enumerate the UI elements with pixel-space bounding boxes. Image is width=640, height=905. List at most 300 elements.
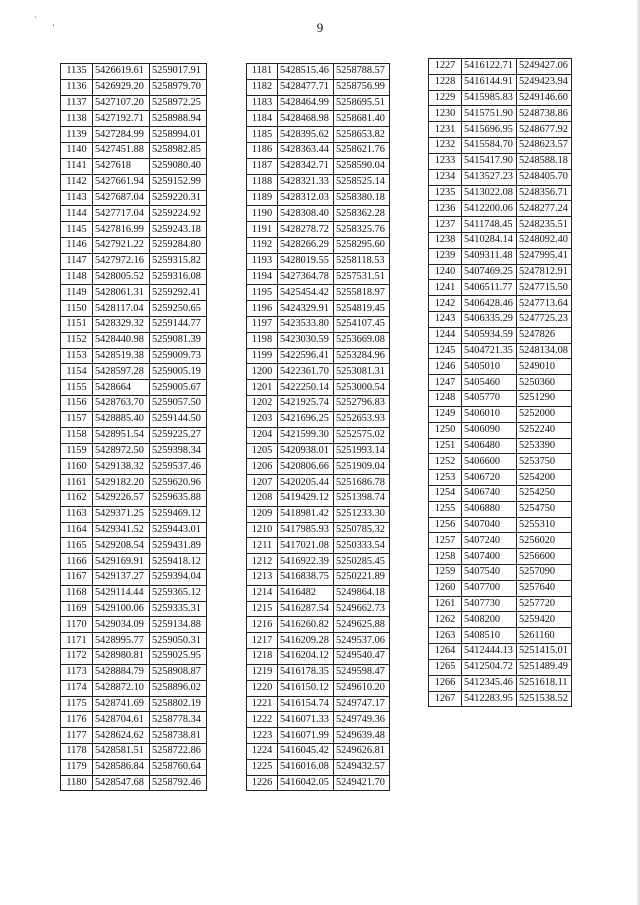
- y-coordinate-cell: 5258908.87: [150, 664, 207, 680]
- table-row: [429, 501, 572, 517]
- table-row: [61, 396, 207, 412]
- point-number-cell: 1157: [61, 411, 93, 427]
- point-number-cell: 1172: [61, 649, 93, 665]
- point-number-cell: 1263: [429, 628, 462, 644]
- y-coordinate-cell: 5257640: [517, 580, 572, 596]
- y-coordinate-cell: 5248677.92: [517, 122, 572, 138]
- y-coordinate-cell: 5258525.14: [334, 174, 390, 190]
- x-coordinate-cell: 5428586.84: [93, 759, 150, 775]
- y-coordinate-cell: 5258362.28: [334, 206, 390, 222]
- table-row: [247, 79, 390, 95]
- x-coordinate-cell: 5404721.35: [462, 343, 517, 359]
- point-number-cell: 1253: [429, 470, 462, 486]
- x-coordinate-cell: 5427451.88: [93, 143, 150, 159]
- point-number-cell: 1252: [429, 454, 462, 470]
- table-row: [429, 391, 572, 407]
- x-coordinate-cell: 5416482: [278, 585, 334, 601]
- point-number-cell: 1190: [247, 206, 278, 222]
- x-coordinate-cell: 5416150.12: [278, 680, 334, 696]
- y-coordinate-cell: 5259537.46: [150, 459, 207, 475]
- y-coordinate-cell: 5258792.46: [150, 775, 207, 791]
- table-row: [429, 217, 572, 233]
- point-number-cell: 1182: [247, 79, 278, 95]
- x-coordinate-cell: 5416016.08: [278, 759, 334, 775]
- table-row: [247, 664, 390, 680]
- point-number-cell: 1154: [61, 364, 93, 380]
- x-coordinate-cell: 5429169.91: [93, 554, 150, 570]
- x-coordinate-cell: 5428664: [93, 380, 150, 396]
- y-coordinate-cell: 5248588.18: [517, 153, 572, 169]
- x-coordinate-cell: 5415696.95: [462, 122, 517, 138]
- x-coordinate-cell: 5409311.48: [462, 248, 517, 264]
- point-number-cell: 1187: [247, 158, 278, 174]
- x-coordinate-cell: 5420938.01: [278, 443, 334, 459]
- y-coordinate-cell: 5249625.88: [334, 617, 390, 633]
- table-row: [247, 728, 390, 744]
- x-coordinate-cell: 5412200.06: [462, 201, 517, 217]
- y-coordinate-cell: 5259144.77: [150, 317, 207, 333]
- table-row: [61, 696, 207, 712]
- x-coordinate-cell: 5420205.44: [278, 475, 334, 491]
- table-row: [247, 743, 390, 759]
- y-coordinate-cell: 5251686.78: [334, 475, 390, 491]
- x-coordinate-cell: 5421696.25: [278, 411, 334, 427]
- table-row: [61, 759, 207, 775]
- table-row: [429, 185, 572, 201]
- point-number-cell: 1151: [61, 317, 93, 333]
- point-number-cell: 1219: [247, 664, 278, 680]
- y-coordinate-cell: 5251993.14: [334, 443, 390, 459]
- x-coordinate-cell: 5427972.16: [93, 253, 150, 269]
- table-row: [429, 406, 572, 422]
- y-coordinate-cell: 5258653.82: [334, 127, 390, 143]
- table-row: [61, 570, 207, 586]
- x-coordinate-cell: 5418981.42: [278, 506, 334, 522]
- x-coordinate-cell: 5406740: [462, 485, 517, 501]
- table-row: [247, 380, 390, 396]
- y-coordinate-cell: 5259418.12: [150, 554, 207, 570]
- y-coordinate-cell: 5259081.39: [150, 332, 207, 348]
- y-coordinate-cell: 5248134.08: [517, 343, 572, 359]
- y-coordinate-cell: 5247826: [517, 327, 572, 343]
- point-number-cell: 1210: [247, 522, 278, 538]
- table-row: [247, 775, 390, 791]
- table-row: [247, 680, 390, 696]
- table-row: [247, 396, 390, 412]
- table-row: [429, 280, 572, 296]
- table-row: [429, 580, 572, 596]
- point-number-cell: 1176: [61, 712, 93, 728]
- x-coordinate-cell: 5406511.77: [462, 280, 517, 296]
- point-number-cell: 1139: [61, 127, 93, 143]
- y-coordinate-cell: 5251538.52: [517, 691, 572, 707]
- point-number-cell: 1186: [247, 143, 278, 159]
- x-coordinate-cell: 5406428.46: [462, 296, 517, 312]
- point-number-cell: 1144: [61, 206, 93, 222]
- table-row: [247, 490, 390, 506]
- table-row: [61, 190, 207, 206]
- coordinate-table-2: [246, 63, 390, 791]
- x-coordinate-cell: 5411748.45: [462, 217, 517, 233]
- y-coordinate-cell: 5252575.02: [334, 427, 390, 443]
- table-row: [61, 380, 207, 396]
- x-coordinate-cell: 5416144.91: [462, 74, 517, 90]
- x-coordinate-cell: 5412283.95: [462, 691, 517, 707]
- point-number-cell: 1155: [61, 380, 93, 396]
- x-coordinate-cell: 5425454.42: [278, 285, 334, 301]
- table-row: [61, 475, 207, 491]
- table-row: [247, 696, 390, 712]
- point-number-cell: 1216: [247, 617, 278, 633]
- x-coordinate-cell: 5428885.40: [93, 411, 150, 427]
- x-coordinate-cell: 5406090: [462, 422, 517, 438]
- y-coordinate-cell: 5259224.92: [150, 206, 207, 222]
- point-number-cell: 1226: [247, 775, 278, 791]
- y-coordinate-cell: 5250221.89: [334, 570, 390, 586]
- table-row: [61, 411, 207, 427]
- point-number-cell: 1185: [247, 127, 278, 143]
- table-row: [247, 332, 390, 348]
- table-row: [247, 364, 390, 380]
- x-coordinate-cell: 5416260.82: [278, 617, 334, 633]
- y-coordinate-cell: 5249010: [517, 359, 572, 375]
- point-number-cell: 1195: [247, 285, 278, 301]
- table-row: [61, 127, 207, 143]
- x-coordinate-cell: 5416922.39: [278, 554, 334, 570]
- point-number-cell: 1146: [61, 237, 93, 253]
- point-number-cell: 1150: [61, 301, 93, 317]
- x-coordinate-cell: 5427816.99: [93, 222, 150, 238]
- table-row: [429, 312, 572, 328]
- y-coordinate-cell: 5259420: [517, 612, 572, 628]
- y-coordinate-cell: 5249540.47: [334, 649, 390, 665]
- y-coordinate-cell: 5253390: [517, 438, 572, 454]
- table-row: [247, 158, 390, 174]
- table-row: [429, 90, 572, 106]
- y-coordinate-cell: 5258982.85: [150, 143, 207, 159]
- point-number-cell: 1242: [429, 296, 462, 312]
- table-row: [247, 301, 390, 317]
- point-number-cell: 1212: [247, 554, 278, 570]
- y-coordinate-cell: 5254200: [517, 470, 572, 486]
- table-row: [429, 596, 572, 612]
- point-number-cell: 1260: [429, 580, 462, 596]
- point-number-cell: 1208: [247, 490, 278, 506]
- y-coordinate-cell: 5258988.94: [150, 111, 207, 127]
- table-row: [61, 237, 207, 253]
- y-coordinate-cell: 5249662.73: [334, 601, 390, 617]
- x-coordinate-cell: 5420806.66: [278, 459, 334, 475]
- y-coordinate-cell: 5254250: [517, 485, 572, 501]
- table-row: [247, 143, 390, 159]
- x-coordinate-cell: 5412444.13: [462, 644, 517, 660]
- point-number-cell: 1239: [429, 248, 462, 264]
- x-coordinate-cell: 5422596.41: [278, 348, 334, 364]
- y-coordinate-cell: 5259144.50: [150, 411, 207, 427]
- x-coordinate-cell: 5406335.29: [462, 312, 517, 328]
- table-row: [247, 427, 390, 443]
- x-coordinate-cell: 5427192.71: [93, 111, 150, 127]
- point-number-cell: 1171: [61, 633, 93, 649]
- x-coordinate-cell: 5406720: [462, 470, 517, 486]
- point-number-cell: 1248: [429, 391, 462, 407]
- x-coordinate-cell: 5413527.23: [462, 169, 517, 185]
- y-coordinate-cell: 5255310: [517, 517, 572, 533]
- point-number-cell: 1159: [61, 443, 93, 459]
- x-coordinate-cell: 5427661.94: [93, 174, 150, 190]
- point-number-cell: 1189: [247, 190, 278, 206]
- table-row: [61, 538, 207, 554]
- table-row: [61, 664, 207, 680]
- x-coordinate-cell: 5416287.54: [278, 601, 334, 617]
- x-coordinate-cell: 5422250.14: [278, 380, 334, 396]
- x-coordinate-cell: 5428342.71: [278, 158, 334, 174]
- point-number-cell: 1250: [429, 422, 462, 438]
- y-coordinate-cell: 5258994.01: [150, 127, 207, 143]
- table-row: [61, 143, 207, 159]
- y-coordinate-cell: 5251398.74: [334, 490, 390, 506]
- y-coordinate-cell: 5249626.81: [334, 743, 390, 759]
- table-row: [429, 549, 572, 565]
- point-number-cell: 1211: [247, 538, 278, 554]
- x-coordinate-cell: 5413022.08: [462, 185, 517, 201]
- x-coordinate-cell: 5415985.83: [462, 90, 517, 106]
- point-number-cell: 1213: [247, 570, 278, 586]
- point-number-cell: 1169: [61, 601, 93, 617]
- x-coordinate-cell: 5428464.99: [278, 95, 334, 111]
- point-number-cell: 1249: [429, 406, 462, 422]
- x-coordinate-cell: 5428763.70: [93, 396, 150, 412]
- point-number-cell: 1156: [61, 396, 93, 412]
- x-coordinate-cell: 5415584.70: [462, 138, 517, 154]
- y-coordinate-cell: 5259431.89: [150, 538, 207, 554]
- point-number-cell: 1153: [61, 348, 93, 364]
- x-coordinate-cell: 5428884.79: [93, 664, 150, 680]
- x-coordinate-cell: 5416838.75: [278, 570, 334, 586]
- y-coordinate-cell: 5258756.99: [334, 79, 390, 95]
- point-number-cell: 1175: [61, 696, 93, 712]
- point-number-cell: 1217: [247, 633, 278, 649]
- y-coordinate-cell: 5259335.31: [150, 601, 207, 617]
- x-coordinate-cell: 5416209.28: [278, 633, 334, 649]
- y-coordinate-cell: 5253284.96: [334, 348, 390, 364]
- point-number-cell: 1240: [429, 264, 462, 280]
- x-coordinate-cell: 5407540: [462, 565, 517, 581]
- x-coordinate-cell: 5429100.06: [93, 601, 150, 617]
- table-row: [429, 232, 572, 248]
- y-coordinate-cell: 5249747.17: [334, 696, 390, 712]
- point-number-cell: 1259: [429, 565, 462, 581]
- x-coordinate-cell: 5428312.03: [278, 190, 334, 206]
- table-row: [429, 74, 572, 90]
- table-row: [61, 348, 207, 364]
- point-number-cell: 1236: [429, 201, 462, 217]
- point-number-cell: 1223: [247, 728, 278, 744]
- point-number-cell: 1181: [247, 64, 278, 80]
- table-row: [247, 506, 390, 522]
- table-row: [61, 269, 207, 285]
- x-coordinate-cell: 5428329.32: [93, 317, 150, 333]
- y-coordinate-cell: 5250333.54: [334, 538, 390, 554]
- table-row: [247, 285, 390, 301]
- point-number-cell: 1183: [247, 95, 278, 111]
- point-number-cell: 1149: [61, 285, 93, 301]
- x-coordinate-cell: 5429182.20: [93, 475, 150, 491]
- x-coordinate-cell: 5405010: [462, 359, 517, 375]
- point-number-cell: 1206: [247, 459, 278, 475]
- y-coordinate-cell: 5258118.53: [334, 253, 390, 269]
- y-coordinate-cell: 5259620.96: [150, 475, 207, 491]
- table-row: [247, 206, 390, 222]
- point-number-cell: 1228: [429, 74, 462, 90]
- x-coordinate-cell: 5408200: [462, 612, 517, 628]
- table-row: [61, 111, 207, 127]
- point-number-cell: 1167: [61, 570, 93, 586]
- point-number-cell: 1203: [247, 411, 278, 427]
- table-row: [429, 169, 572, 185]
- point-number-cell: 1177: [61, 728, 93, 744]
- y-coordinate-cell: 5251618.11: [517, 675, 572, 691]
- point-number-cell: 1264: [429, 644, 462, 660]
- x-coordinate-cell: 5428266.29: [278, 237, 334, 253]
- table-row: [429, 612, 572, 628]
- y-coordinate-cell: 5258621.76: [334, 143, 390, 159]
- table-row: [429, 533, 572, 549]
- x-coordinate-cell: 5417985.93: [278, 522, 334, 538]
- y-coordinate-cell: 5258325.76: [334, 222, 390, 238]
- table-row: [247, 190, 390, 206]
- y-coordinate-cell: 5258681.40: [334, 111, 390, 127]
- table-row: [429, 691, 572, 707]
- point-number-cell: 1233: [429, 153, 462, 169]
- y-coordinate-cell: 5259025.95: [150, 649, 207, 665]
- y-coordinate-cell: 5249537.06: [334, 633, 390, 649]
- x-coordinate-cell: 5424329.91: [278, 301, 334, 317]
- x-coordinate-cell: 5416178.35: [278, 664, 334, 680]
- point-number-cell: 1170: [61, 617, 93, 633]
- point-number-cell: 1227: [429, 59, 462, 75]
- x-coordinate-cell: 5416042.05: [278, 775, 334, 791]
- y-coordinate-cell: 5259152.99: [150, 174, 207, 190]
- y-coordinate-cell: 5248235.51: [517, 217, 572, 233]
- point-number-cell: 1143: [61, 190, 93, 206]
- x-coordinate-cell: 5405934.59: [462, 327, 517, 343]
- x-coordinate-cell: 5428005.52: [93, 269, 150, 285]
- table-row: [61, 459, 207, 475]
- y-coordinate-cell: 5251415.01: [517, 644, 572, 660]
- y-coordinate-cell: 5247715.50: [517, 280, 572, 296]
- table-row: [429, 343, 572, 359]
- x-coordinate-cell: 5427107.20: [93, 95, 150, 111]
- coordinate-table-1: [60, 63, 207, 791]
- table-row: [61, 522, 207, 538]
- x-coordinate-cell: 5429137.27: [93, 570, 150, 586]
- point-number-cell: 1194: [247, 269, 278, 285]
- x-coordinate-cell: 5428321.33: [278, 174, 334, 190]
- table-row: [247, 649, 390, 665]
- y-coordinate-cell: 5258802.19: [150, 696, 207, 712]
- y-coordinate-cell: 5259009.73: [150, 348, 207, 364]
- y-coordinate-cell: 5258760.64: [150, 759, 207, 775]
- table-row: [429, 485, 572, 501]
- point-number-cell: 1147: [61, 253, 93, 269]
- point-number-cell: 1179: [61, 759, 93, 775]
- x-coordinate-cell: 5407400: [462, 549, 517, 565]
- table-row: [247, 585, 390, 601]
- point-number-cell: 1221: [247, 696, 278, 712]
- corner-mark: ‘: [52, 22, 55, 32]
- point-number-cell: 1251: [429, 438, 462, 454]
- point-number-cell: 1231: [429, 122, 462, 138]
- x-coordinate-cell: 5428972.50: [93, 443, 150, 459]
- point-number-cell: 1162: [61, 490, 93, 506]
- table-row: [61, 253, 207, 269]
- point-number-cell: 1246: [429, 359, 462, 375]
- table-row: [61, 285, 207, 301]
- x-coordinate-cell: 5407700: [462, 580, 517, 596]
- y-coordinate-cell: 5261160: [517, 628, 572, 644]
- point-number-cell: 1234: [429, 169, 462, 185]
- point-number-cell: 1235: [429, 185, 462, 201]
- x-coordinate-cell: 5428872.10: [93, 680, 150, 696]
- point-number-cell: 1192: [247, 237, 278, 253]
- y-coordinate-cell: 5248405.70: [517, 169, 572, 185]
- table-row: [429, 470, 572, 486]
- table-row: [247, 64, 390, 80]
- point-number-cell: 1180: [61, 775, 93, 791]
- point-number-cell: 1256: [429, 517, 462, 533]
- y-coordinate-cell: 5257531.51: [334, 269, 390, 285]
- y-coordinate-cell: 5259017.91: [150, 64, 207, 80]
- y-coordinate-cell: 5254107.45: [334, 317, 390, 333]
- table-row: [247, 111, 390, 127]
- x-coordinate-cell: 5415751.90: [462, 106, 517, 122]
- point-number-cell: 1158: [61, 427, 93, 443]
- table-row: [61, 728, 207, 744]
- y-coordinate-cell: 5250360: [517, 375, 572, 391]
- x-coordinate-cell: 5429034.09: [93, 617, 150, 633]
- table-row: [247, 459, 390, 475]
- y-coordinate-cell: 5256020: [517, 533, 572, 549]
- y-coordinate-cell: 5253000.54: [334, 380, 390, 396]
- x-coordinate-cell: 5412504.72: [462, 659, 517, 675]
- y-coordinate-cell: 5258590.04: [334, 158, 390, 174]
- y-coordinate-cell: 5250285.45: [334, 554, 390, 570]
- point-number-cell: 1255: [429, 501, 462, 517]
- table-row: [61, 332, 207, 348]
- table-row: [61, 317, 207, 333]
- y-coordinate-cell: 5259635.88: [150, 490, 207, 506]
- y-coordinate-cell: 5249639.48: [334, 728, 390, 744]
- table-row: [247, 522, 390, 538]
- table-row: [61, 158, 207, 174]
- table-row: [61, 301, 207, 317]
- point-number-cell: 1193: [247, 253, 278, 269]
- point-number-cell: 1225: [247, 759, 278, 775]
- x-coordinate-cell: 5428995.77: [93, 633, 150, 649]
- point-number-cell: 1191: [247, 222, 278, 238]
- point-number-cell: 1184: [247, 111, 278, 127]
- point-number-cell: 1199: [247, 348, 278, 364]
- point-number-cell: 1244: [429, 327, 462, 343]
- point-number-cell: 1163: [61, 506, 93, 522]
- y-coordinate-cell: 5259220.31: [150, 190, 207, 206]
- x-coordinate-cell: 5428468.98: [278, 111, 334, 127]
- point-number-cell: 1201: [247, 380, 278, 396]
- x-coordinate-cell: 5426619.61: [93, 64, 150, 80]
- x-coordinate-cell: 5423533.80: [278, 317, 334, 333]
- point-number-cell: 1265: [429, 659, 462, 675]
